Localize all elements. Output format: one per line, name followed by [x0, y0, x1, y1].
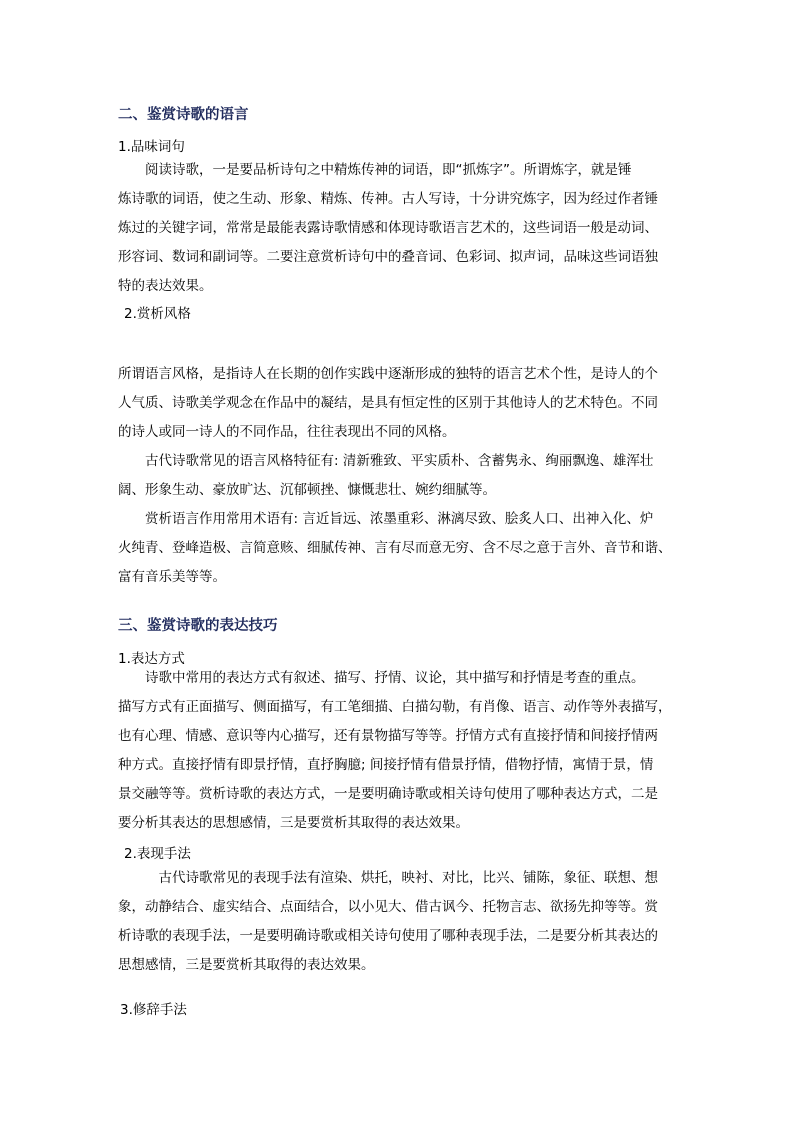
- paragraph-line: 诗歌中常用的表达方式有叙述、描写、抒情、议论，其中描写和抒情是考查的重点。: [118, 670, 645, 686]
- paragraph-line: 要分析其表达的思想感情，三是要赏析其取得的表达效果。: [118, 815, 469, 831]
- paragraph: [118, 360, 678, 592]
- subsection-title: 2.表现手法: [124, 846, 191, 862]
- paragraph-line: 阔、形象生动、豪放旷达、沉郁顿挫、慷慨悲壮、婉约细腻等。: [118, 482, 496, 498]
- paragraph-line: 描写方式有正面描写、侧面描写，有工笔细描、白描勾勒，有肖像、语言、动作等外表描写，: [118, 699, 672, 715]
- paragraph-line: 的诗人或同一诗人的不同作品，往往表现出不同的风格。: [118, 424, 456, 440]
- paragraph-line: 所谓语言风格，是指诗人在长期的创作实践中逐渐形成的独特的语言艺术个性，是诗人的个: [118, 366, 658, 382]
- subsection-title: 3.修辞手法: [120, 1002, 187, 1018]
- paragraph-line: 阅读诗歌，一是要品析诗句之中精炼传神的词语，即“抓炼字”。所谓炼字，就是锤: [118, 162, 632, 178]
- paragraph-line: 古代诗歌常见的语言风格特征有: 清新雅致、平实质朴、含蓄隽永、绚丽飘逸、雄浑壮: [118, 453, 654, 469]
- paragraph-line: 析诗歌的表现手法，一是要明确诗歌或相关诗句使用了哪种表现手法，二是要分析其表达的: [118, 928, 658, 944]
- paragraph-line: 炼过的关键字词，常常是最能表露诗歌情感和体现诗歌语言艺术的，这些词语一般是动词、: [118, 220, 658, 236]
- paragraph-line: 也有心理、情感、意识等内心描写，还有景物描写等等。抒情方式有直接抒情和间接抒情两: [118, 728, 658, 744]
- paragraph-line: 炼诗歌的词语，使之生动、形象、精炼、传神。古人写诗，十分讲究炼字，因为经过作者锤: [118, 191, 658, 207]
- paragraph-line: 思想感情，三是要赏析其取得的表达效果。: [118, 957, 375, 973]
- section-heading: 二、鉴赏诗歌的语言: [118, 107, 249, 123]
- paragraph-line: 富有音乐美等等。: [118, 569, 226, 585]
- subsection-title: 2.赏析风格: [124, 306, 191, 322]
- paragraph-line: 景交融等等。赏析诗歌的表达方式，一是要明确诗歌或相关诗句使用了哪种表达方式，二是: [118, 786, 658, 802]
- paragraph-line: 象，动静结合、虚实结合、点面结合，以小见大、借古讽今、托物言志、欲扬先抑等等。赏: [118, 899, 658, 915]
- paragraph: [118, 864, 678, 980]
- paragraph: [118, 156, 678, 301]
- paragraph-line: 种方式。直接抒情有即景抒情，直抒胸臆; 间接抒情有借景抒情，借物抒情，寓情于景，情: [118, 757, 654, 773]
- paragraph-line: 人气质、诗歌美学观念在作品中的凝结，是具有恒定性的区别于其他诗人的艺术特色。不同: [118, 395, 658, 411]
- paragraph-line: 形容词、数词和副词等。二要注意赏析诗句中的叠音词、色彩词、拟声词，品味这些词语独: [118, 249, 658, 265]
- subsection-title: 1.表达方式: [118, 651, 185, 667]
- paragraph-line: 特的表达效果。: [118, 278, 213, 294]
- paragraph: [118, 664, 678, 838]
- paragraph-line: 火纯青、登峰造极、言简意赅、细腻传神、言有尽而意无穷、含不尽之意于言外、音节和谐、: [118, 540, 672, 556]
- paragraph-line: 赏析语言作用常用术语有: 言近旨远、浓墨重彩、淋漓尽致、脍炙人口、出神入化、炉: [118, 511, 654, 527]
- paragraph-line: 古代诗歌常见的表现手法有渲染、烘托，映衬、对比，比兴、铺陈，象征、联想、想: [118, 870, 658, 886]
- subsection-title: 1.品味词句: [118, 139, 185, 155]
- section-heading: 三、鉴赏诗歌的表达技巧: [118, 618, 278, 634]
